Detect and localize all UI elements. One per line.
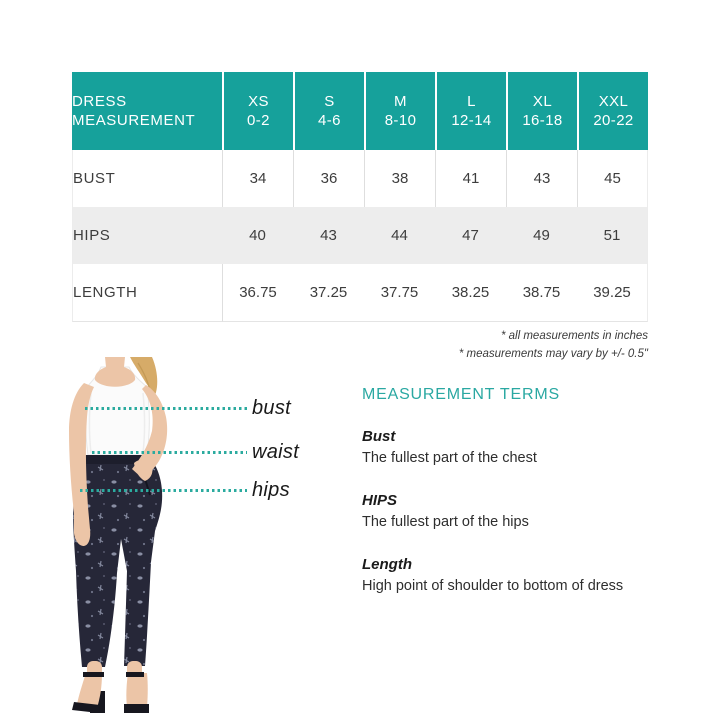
footnote-variance: * measurements may vary by +/- 0.5" (458, 348, 648, 360)
term-name: Bust (362, 428, 396, 445)
model-photo (30, 357, 230, 720)
length-xl: 38.75 (506, 264, 577, 322)
neck (95, 357, 135, 387)
bust-l: 41 (435, 150, 506, 207)
footnote-inches: * all measurements in inches (500, 330, 648, 342)
hips-m: 44 (364, 207, 435, 264)
term-name: HIPS (362, 492, 398, 509)
term-definition: The fullest part of the chest (362, 450, 537, 466)
header-label-line1: DRESS (72, 93, 127, 110)
term-definition: High point of shoulder to bottom of dress (362, 578, 624, 594)
bust-xl: 43 (506, 150, 577, 207)
size-column-s (293, 72, 364, 150)
size-range: 4-6 (318, 112, 341, 129)
size-name: M (394, 93, 407, 110)
size-name: XL (532, 93, 553, 110)
size-name: S (324, 93, 335, 110)
term-definition: The fullest part of the hips (362, 514, 529, 530)
size-name: XS (248, 93, 269, 110)
row-label: LENGTH (72, 264, 222, 322)
bust-m: 38 (364, 150, 435, 207)
bust-measure-line (85, 407, 247, 410)
size-range: 8-10 (384, 112, 417, 129)
term-name: Length (362, 556, 412, 573)
size-range: 20-22 (593, 112, 634, 129)
hips-xs: 40 (222, 207, 293, 264)
left-foot (77, 673, 102, 708)
size-chart-header-row (72, 72, 648, 150)
term-item-hips (362, 491, 662, 532)
size-range: 16-18 (522, 112, 563, 129)
measurement-terms-section (362, 386, 662, 596)
measurement-terms-title: MEASUREMENT TERMS (362, 386, 560, 403)
hips-xxl: 51 (577, 207, 648, 264)
hips-l: 47 (435, 207, 506, 264)
term-item-bust (362, 427, 662, 468)
left-ankle-strap (83, 672, 104, 677)
waist-label: waist (252, 441, 300, 463)
hips-label: hips (252, 479, 290, 501)
size-column-xxl (577, 72, 648, 150)
table-row-length (72, 264, 648, 322)
measurement-footnotes (459, 327, 648, 363)
right-toe-band (124, 704, 149, 713)
table-row-bust (72, 150, 648, 207)
length-m: 37.75 (364, 264, 435, 322)
size-column-m (364, 72, 435, 150)
length-s: 37.25 (293, 264, 364, 322)
bust-s: 36 (293, 150, 364, 207)
size-range: 12-14 (451, 112, 492, 129)
size-name: XXL (598, 93, 629, 110)
size-chart-table (72, 72, 648, 322)
size-column-l (435, 72, 506, 150)
size-column-xl (506, 72, 577, 150)
hips-measure-line (80, 489, 247, 492)
length-l: 38.25 (435, 264, 506, 322)
table-row-hips (72, 207, 648, 264)
hips-s: 43 (293, 207, 364, 264)
size-range: 0-2 (247, 112, 270, 129)
length-xxl: 39.25 (577, 264, 648, 322)
size-column-xs (222, 72, 293, 150)
bust-label: bust (252, 397, 292, 419)
header-label-line2: MEASUREMENT (72, 112, 196, 129)
hips-xl: 49 (506, 207, 577, 264)
right-ankle-strap (126, 672, 144, 677)
length-xs: 36.75 (222, 264, 293, 322)
size-name: L (467, 93, 476, 110)
measurement-diagram (30, 357, 320, 720)
bust-xs: 34 (222, 150, 293, 207)
dress-measurement-header-cell (72, 72, 222, 150)
bust-xxl: 45 (577, 150, 648, 207)
waist-measure-line (92, 451, 247, 454)
right-foot (126, 673, 147, 707)
row-label: HIPS (72, 207, 222, 264)
term-item-length (362, 555, 662, 596)
row-label: BUST (72, 150, 222, 207)
